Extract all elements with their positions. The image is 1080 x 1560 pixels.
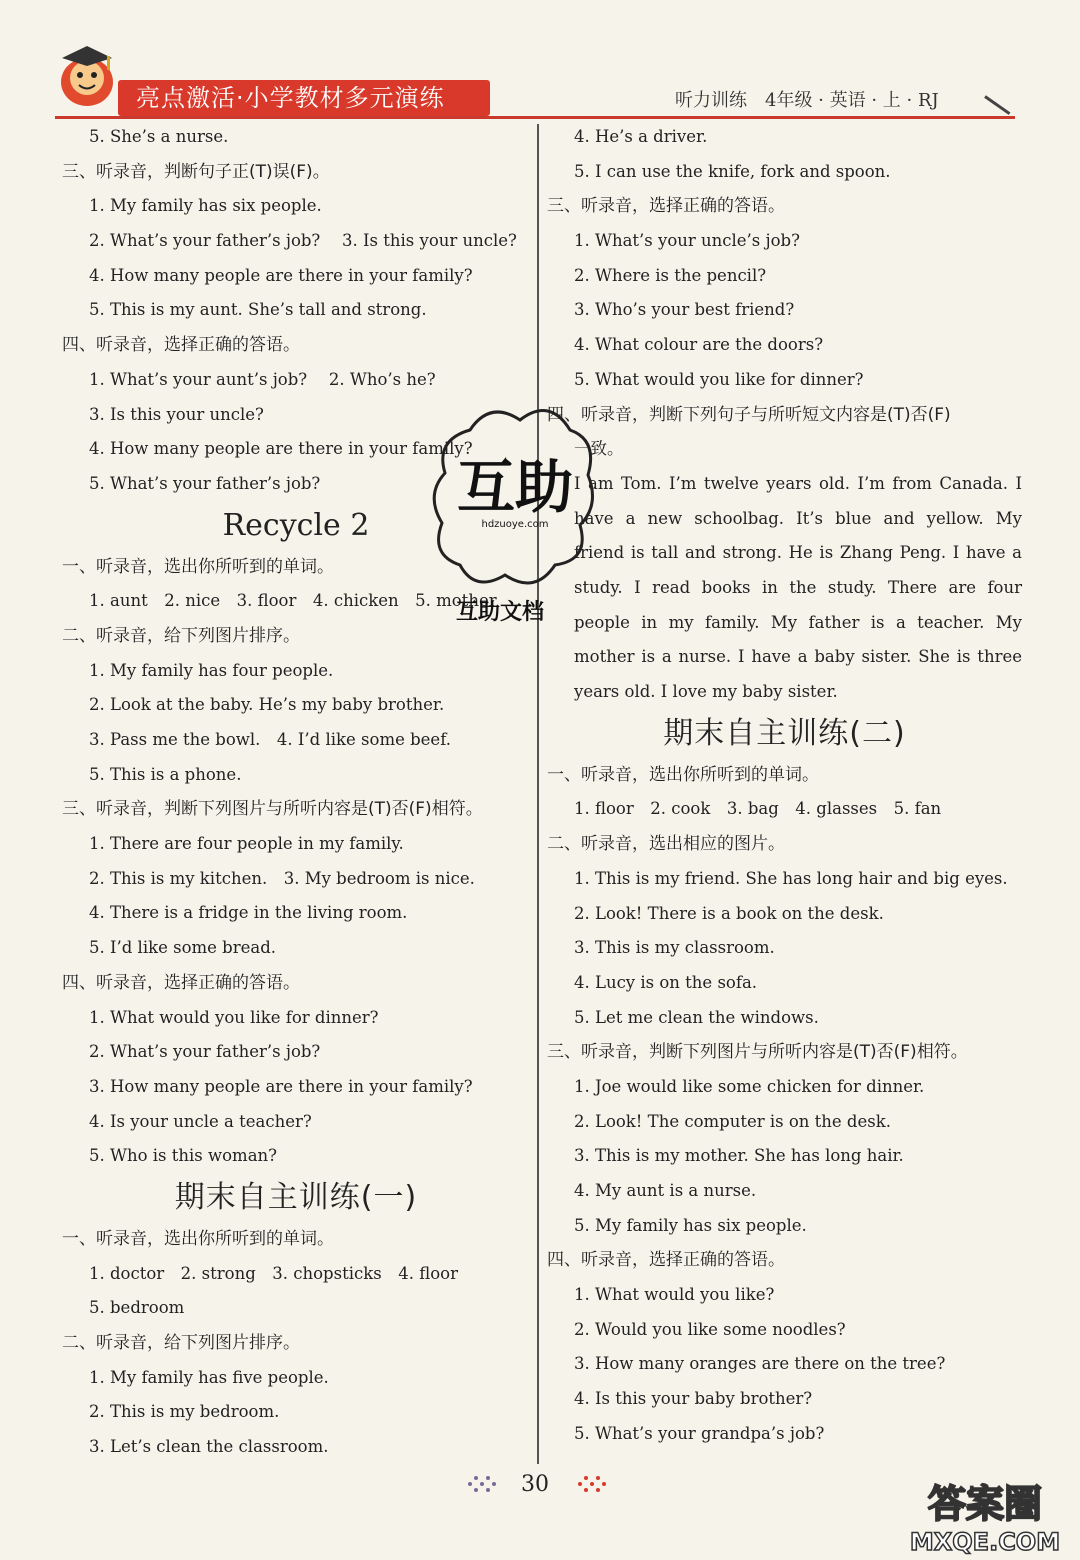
list-item: 5. What’s your grandpa’s job? (574, 1423, 825, 1443)
listening-passage: I am Tom. I’m twelve years old. I’m from Canada. I have a new schoolbag. It’s blue and yellow. My friend is tall and strong. He is Zhang Peng. I have a study. I read books in the study. There are four people in my family. My father is a teacher. My mother is a nurse. I have a baby sister. She is three years old. I love my baby sister. (574, 473, 1022, 702)
list-item: 4. What colour are the doors? (574, 335, 824, 355)
list-item: 4. How many people are there in your family? (89, 439, 473, 459)
list-item: 2. This is my bedroom. (89, 1402, 280, 1422)
list-item: 5. Who is this woman? (89, 1146, 278, 1166)
list-item: 5. bedroom (89, 1298, 185, 1318)
section-heading: 一、听录音，选出你所听到的单词。 (547, 764, 819, 785)
list-item: 3. How many oranges are there on the tree? (574, 1354, 946, 1374)
list-item: 3. Pass me the bowl. 4. I’d like some beef. (89, 730, 451, 749)
stamp-label: 互助文档 (456, 600, 545, 625)
column-divider (537, 124, 539, 1464)
list-item: 3. This is my classroom. (574, 938, 775, 958)
section-heading: 四、听录音，判断下列句子与所听短文内容是(T)否(F) (547, 404, 951, 425)
section-heading: 一、听录音，选出你所听到的单词。 (62, 1228, 334, 1249)
section-heading: 二、听录音，给下列图片排序。 (62, 625, 300, 646)
list-item: 2. What’s your father’s job? 3. Is this your uncle? (89, 231, 517, 251)
list-item: 1. My family has five people. (89, 1367, 329, 1387)
section-heading: 三、听录音，选择正确的答语。 (547, 196, 785, 217)
stamp-small-text: hdzuoye.com (481, 519, 549, 530)
list-item: 4. He’s a driver. (574, 127, 708, 146)
section-heading: 三、听录音，判断下列图片与所听内容是(T)否(F)相符。 (62, 799, 483, 820)
section-heading: 一、听录音，选出你所听到的单词。 (62, 556, 334, 577)
list-item: 3. How many people are there in your family? (89, 1076, 473, 1096)
list-item: 4. Lucy is on the sofa. (574, 972, 758, 992)
list-item: 5. This is a phone. (89, 764, 242, 784)
section-heading: 四、听录音，选择正确的答语。 (62, 972, 300, 993)
series-title: 亮点激活·小学教材多元演练 (136, 84, 445, 112)
list-item: 1. What’s your aunt’s job? 2. Who’s he? (89, 369, 436, 389)
list-item: 4. There is a fridge in the living room. (89, 903, 408, 923)
header-slash (984, 95, 1010, 115)
list-item: 2. Where is the pencil? (574, 265, 767, 285)
list-item: 5. She’s a nurse. (89, 127, 229, 146)
list-item: 1. This is my friend. She has long hair and big eyes. (574, 868, 1008, 888)
list-item: 2. Look at the baby. He’s my baby brother. (89, 695, 445, 715)
list-item: 2. Would you like some noodles? (574, 1319, 846, 1339)
list-item: 2. Look! There is a book on the desk. (574, 903, 884, 923)
list-item: 5. I’d like some bread. (89, 938, 277, 958)
right-ornament-icon (572, 1470, 612, 1498)
recycle-title: Recycle 2 (222, 507, 370, 543)
watermark-stamp-icon (430, 395, 600, 600)
stamp-big-text: 互助 (456, 453, 574, 521)
list-item: 4. My aunt is a nurse. (574, 1181, 757, 1201)
right-column (547, 120, 1022, 1452)
left-column (62, 120, 530, 1465)
book-info: 听力训练 4年级 · 英语 · 上 · RJ (675, 90, 939, 111)
list-item: 5. What would you like for dinner? (574, 369, 864, 389)
list-item: 4. Is this your baby brother? (574, 1389, 813, 1409)
section-heading: 四、听录音，选择正确的答语。 (62, 335, 300, 356)
list-item: 3. Let’s clean the classroom. (89, 1437, 329, 1457)
list-item: 1. My family has four people. (89, 660, 334, 680)
list-item: 1. aunt 2. nice 3. floor 4. chicken 5. mother (89, 591, 497, 611)
list-item: 3. This is my mother. She has long hair. (574, 1146, 904, 1166)
list-item: 5. My family has six people. (574, 1215, 807, 1235)
section-heading: 二、听录音，选出相应的图片。 (547, 834, 785, 855)
corner-small-text: MXQE.COM (909, 1528, 1061, 1556)
header-rule (55, 116, 1015, 119)
left-ornament-icon (462, 1470, 502, 1498)
list-item: 3. Who’s your best friend? (574, 300, 795, 320)
list-item: 1. Joe would like some chicken for dinner. (574, 1076, 925, 1096)
list-item: 5. I can use the knife, fork and spoon. (574, 161, 891, 181)
list-item: 1. What would you like? (574, 1285, 775, 1305)
list-item: 1. doctor 2. strong 3. chopsticks 4. floor (89, 1263, 458, 1283)
list-item: 4. Is your uncle a teacher? (89, 1111, 312, 1131)
list-item: 4. How many people are there in your family? (89, 265, 473, 285)
final-exam-2-title: 期末自主训练(二) (663, 715, 906, 751)
section-heading: 三、听录音，判断下列图片与所听内容是(T)否(F)相符。 (547, 1042, 968, 1063)
list-item: 1. My family has six people. (89, 196, 322, 216)
corner-big-text: 答案圈 (927, 1482, 1043, 1526)
list-item: 1. There are four people in my family. (89, 834, 404, 854)
list-item: 5. This is my aunt. She’s tall and strong. (89, 300, 427, 320)
section-heading-continued: 一致。 (574, 439, 624, 459)
list-item: 1. What would you like for dinner? (89, 1007, 379, 1027)
list-item: 1. What’s your uncle’s job? (574, 231, 800, 251)
page-header (0, 0, 1080, 125)
final-exam-1-title: 期末自主训练(一) (174, 1179, 418, 1215)
list-item: 2. This is my kitchen. 3. My bedroom is nice. (89, 868, 475, 888)
list-item: 5. What’s your father’s job? (89, 473, 321, 493)
list-item: 2. Look! The computer is on the desk. (574, 1111, 891, 1131)
mascot-logo-icon (52, 40, 122, 115)
list-item: 3. Is this your uncle? (89, 404, 264, 424)
list-item: 5. Let me clean the windows. (574, 1007, 819, 1027)
section-heading: 二、听录音，给下列图片排序。 (62, 1333, 300, 1353)
list-item: 1. floor 2. cook 3. bag 4. glasses 5. fan (574, 799, 942, 819)
corner-watermark-logo (900, 1472, 1070, 1557)
section-heading: 三、听录音，判断句子正(T)误(F)。 (62, 161, 330, 182)
page-number: 30 (521, 1472, 549, 1497)
list-item: 2. What’s your father’s job? (89, 1042, 321, 1062)
section-heading: 四、听录音，选择正确的答语。 (547, 1250, 785, 1271)
